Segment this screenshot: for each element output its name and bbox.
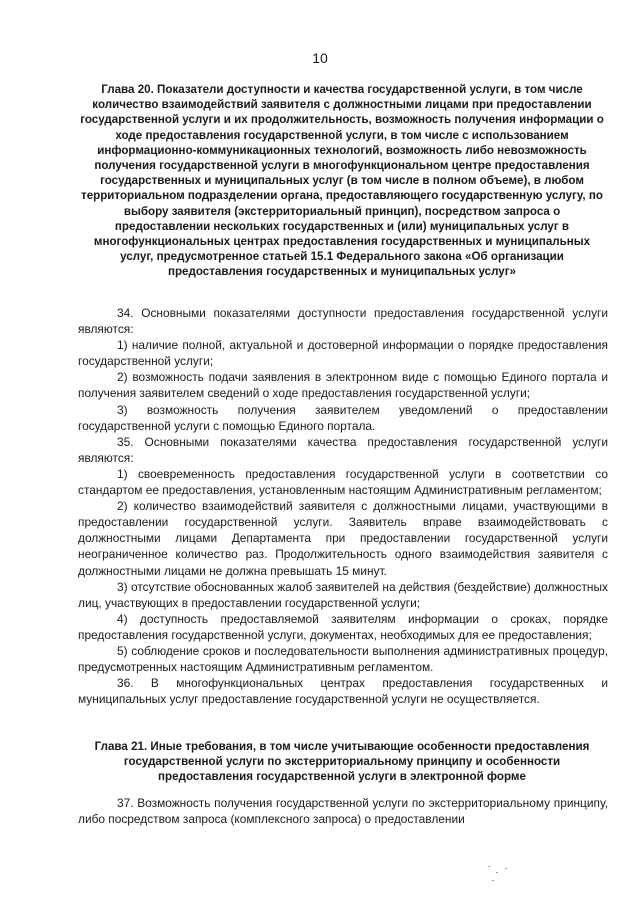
chapter-20-body	[78, 305, 608, 707]
scan-artifact	[505, 868, 507, 869]
chapter-21-heading: Глава 21. Иные требования, в том числе учитывающие особенности предоставления государственной услуги по экстерриториальному принципу и особенности предоставления государственной услуги в электронной форме	[94, 740, 590, 784]
page-number: 10	[312, 50, 328, 66]
list-item: 1) своевременность предоставления государственной услуги в соответствии со стандартом ее предоставления, установленным настоящим Административным регламентом;	[78, 466, 608, 498]
scan-artifact	[496, 872, 498, 873]
chapter-21-body	[78, 795, 608, 827]
list-item: 4) доступность предоставляемой заявителям информации о сроках, порядке предоставления государственной услуги, документах, необходимых для ее предоставления;	[78, 611, 608, 642]
list-item: 3) отсутствие обоснованных жалоб заявителей на действия (бездействие) должностных лиц, участвующих в предоставлении государственной услуги;	[78, 579, 608, 610]
list-item: 2) количество взаимодействий заявителя с должностными лицами, участвующими в предоставлении государственной услуги. Заявитель вправе взаимодействовать с должностными лицами Департамента при предоставлении государственной услуги неограниченное количество раз. Продолжительность одного взаимодействия заявителя с должностными лицами не должна превышать 15 минут.	[78, 499, 608, 578]
paragraph-35: 35. Основными показателями качества предоставления государственной услуги являются:	[78, 434, 608, 465]
scan-artifact	[488, 866, 490, 867]
scan-artifact	[492, 880, 494, 881]
list-item: 2) возможность подачи заявления в электронном виде с помощью Единого портала и получения заявителем сведений о ходе предоставления государственной услуги;	[78, 370, 608, 401]
chapter-20-heading: Глава 20. Показатели доступности и качества государственной услуги, в том числе количество взаимодействий заявителя с должностными лицами при предоставлении государственной услуги и их продолжительность, возможность получения информации о ходе предоставления государственной услуги, в том числе с использованием информационно-коммуникационных технологий, возможность либо невозможность получения государственной услуги в многофункциональном центре предоставления государственных и муниципальных услуг (в том числе в полном объеме), в любом территориальном подразделении органа, предоставляющего государственную услугу, по выбору заявителя (экстерриториальный принцип), посредством запроса о предоставлении нескольких государственных и (или) муниципальных услуг в многофункциональных центрах предоставления государственных и муниципальных услуг, предусмотренное статьей 15.1 Федерального закона «Об организации предоставления государственных и муниципальных услуг»	[80, 83, 604, 279]
paragraph-36: 36. В многофункциональных центрах предоставления государственных и муниципальных услуг предоставление государственной услуги не осуществляется.	[78, 676, 608, 707]
list-item: 1) наличие полной, актуальной и достоверной информации о порядке предоставления государственной услуги;	[78, 338, 608, 369]
list-item: 3) возможность получения заявителем уведомлений о предоставлении государственной услуги с помощью Единого портала.	[78, 402, 608, 433]
list-item: 5) соблюдение сроков и последовательности выполнения административных процедур, предусмотренных настоящим Административным регламентом.	[78, 643, 608, 675]
paragraph-37: 37. Возможность получения государственной услуги по экстерриториальному принципу, либо посредством запроса (комплексного запроса) о предоставлении	[78, 796, 608, 827]
paragraph-34: 34. Основными показателями доступности предоставления государственной услуги являются:	[78, 306, 608, 337]
